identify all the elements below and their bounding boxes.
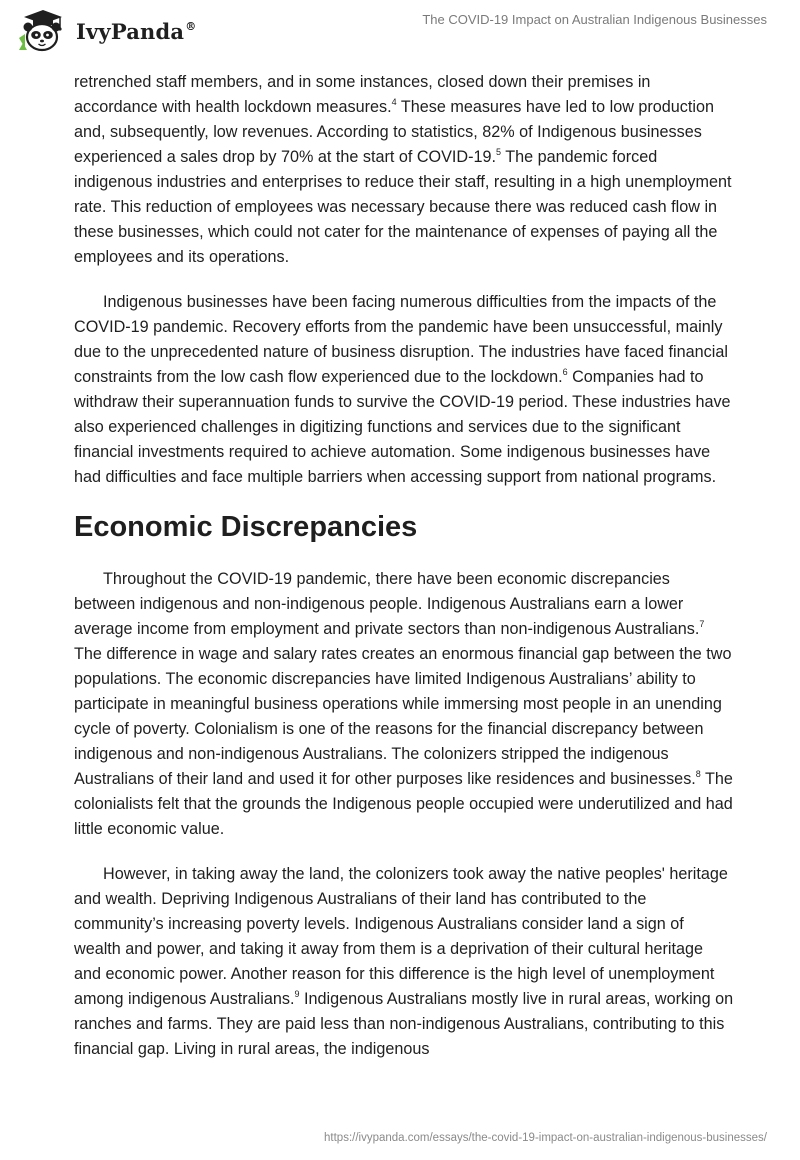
source-url[interactable]: https://ivypanda.com/essays/the-covid-19-impact-on-australian-indigenous-businesses/ (324, 1132, 767, 1144)
ivypanda-logo[interactable] (16, 8, 196, 54)
panda-graduate-icon (16, 8, 68, 54)
section-heading: Economic Discrepancies (74, 511, 418, 543)
footnote-ref[interactable]: 9 (294, 989, 300, 999)
paragraph-1: retrenched staff members, and in some instances, closed down their premises in accordance with health lockdown measures.$^4$ These measures have led to low production and, subsequently, low revenues. According to statistics, 82% of Indigenous businesses experienced a sales drop by 70% at the start of COVID-19.$^5$ The pandemic forced indigenous industries and enterprises to reduce their staff, resulting in a high unemployment rate. This reduction of employees was necessary because there was reduced cash flow in these businesses, which could not cater for the maintenance of expenses of paying all the employees and its operations. (74, 73, 732, 266)
paragraph-3: Throughout the COVID-19 pandemic, there have been economic discrepancies between indigenous and non-indigenous people. Indigenous Australians earn a lower average income from employment and private sectors than non-indigenous Australians.$^7$ The difference in wage and salary rates creates an enormous financial gap between the two populations. The economic discrepancies have limited Indigenous Australians’ ability to participate in meaningful business operations while immersing most people in an unending cycle of poverty. Colonialism is one of the reasons for the financial discrepancy between indigenous and non-indigenous Australians. The colonizers stripped the indigenous Australians of their land and used it for other purposes like residences and businesses.$^8$ The colonialists felt that the grounds the Indigenous people occupied were underutilized and had little economic value. (74, 570, 733, 838)
paragraph-4: However, in taking away the land, the colonizers took away the native peoples' heritage and wealth. Depriving Indigenous Australians of their land has contributed to the community’s increasing poverty levels. Indigenous Australians consider land a sign of wealth and power, and taking it away from them is a deprivation of their cultural heritage and economic power. Another reason for this difference is the high level of unemployment among indigenous Australians.$^9$ Indigenous Australians mostly live in rural areas, working on ranches and farms. They are paid less than non-indigenous Australians, contributing to this financial gap. Living in rural areas, the indigenous (74, 865, 734, 1058)
paragraph-2: Indigenous businesses have been facing numerous difficulties from the impacts of the COVID-19 pandemic. Recovery efforts from the pandemic have been unsuccessful, mainly due to the unprecedented nature of business disruption. The industries have faced financial constraints from the low cash flow experienced due to the lockdown.$^6$ Companies had to withdraw their superannuation funds to survive the COVID-19 period. These industries have also experienced challenges in digitizing functions and services due to the significant financial investments required to achieve automation. Some indigenous businesses have had difficulties and face multiple barriers when accessing support from national programs. (74, 293, 731, 486)
footnote-ref[interactable]: 6 (562, 367, 568, 377)
essay-body (74, 70, 734, 1082)
page-header (0, 0, 800, 62)
footnote-ref[interactable]: 7 (699, 619, 705, 629)
document-title: The COVID-19 Impact on Australian Indigenous Businesses (422, 12, 767, 27)
footnote-ref[interactable]: 5 (496, 147, 502, 157)
footnote-ref[interactable]: 4 (391, 97, 397, 107)
logo-wordmark: IvyPanda® (76, 18, 197, 44)
footnote-ref[interactable]: 8 (695, 769, 701, 779)
